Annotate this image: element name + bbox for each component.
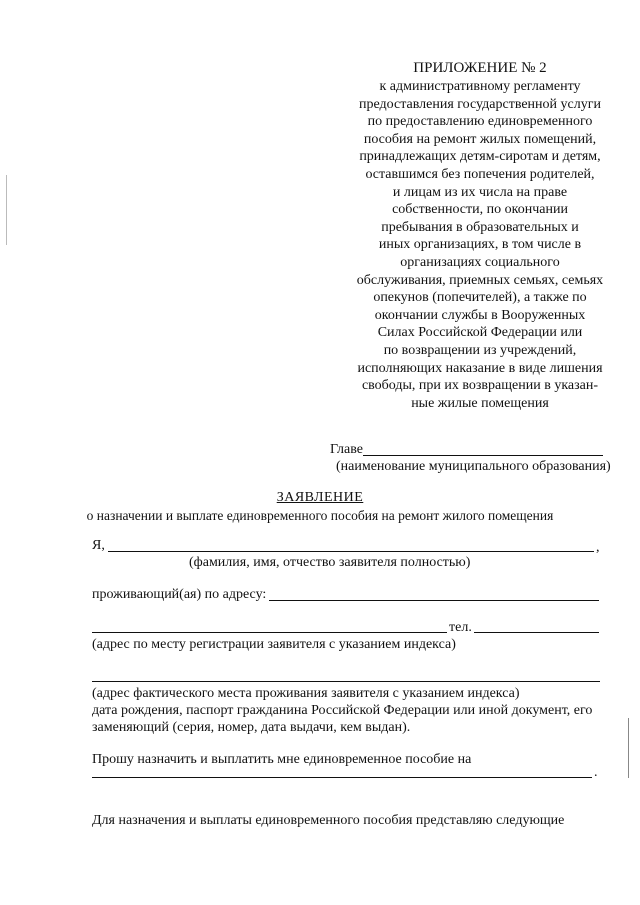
applicant-i-label: Я, (92, 538, 105, 553)
request-end: . (594, 765, 598, 780)
birth-passport-line-1: дата рождения, паспорт гражданина Российской Федерации или иной документ, его (92, 703, 593, 718)
addressee-label: Главе (330, 442, 363, 457)
appendix-line: и лицам из их числа на праве (392, 184, 568, 200)
appendix-line: окончании службы в Вооруженных (374, 307, 586, 323)
appendix-line: по возвращении из учреждений, (383, 342, 577, 358)
appendix-block (330, 58, 630, 412)
statement-subtitle: о назначении и выплате единовременного пособия на ремонт жилого помещения (86, 508, 554, 523)
appendix-line: исполняющих наказание в виде лишения (357, 360, 603, 376)
appendix-line: к административному регламенту (379, 79, 581, 94)
appendix-line: обслуживания, приемных семьях, семьях (356, 272, 604, 288)
actual-address-field[interactable] (92, 681, 600, 682)
birth-passport-line-2: заменяющий (серия, номер, дата выдачи, кем выдан). (92, 720, 411, 735)
scan-edge-mark-right (628, 718, 629, 778)
appendix-line: свободы, при их возвращении в указан- (361, 378, 599, 394)
registration-address-field[interactable] (92, 632, 447, 633)
appendix-line: Силах Российской Федерации или (377, 325, 583, 341)
appendix-line: собственности, по окончании (392, 202, 568, 218)
appendix-line: принадлежащих детям-сиротам и детям, (359, 149, 601, 165)
appendix-line: оставшимся без попечения родителей, (365, 166, 595, 182)
actual-address-caption: (адрес фактического места проживания заявителя с указанием индекса) (92, 686, 520, 701)
addressee-caption: (наименование муниципального образования) (336, 459, 611, 474)
appendix-line: по предоставлению единовременного (367, 114, 593, 130)
phone-label: тел. (449, 620, 472, 635)
registration-address-caption: (адрес по месту регистрации заявителя с указанием индекса) (92, 637, 456, 652)
appendix-line: ные жилые помещения (411, 395, 549, 411)
appendix-title: ПРИЛОЖЕНИЕ № 2 (413, 60, 547, 76)
phone-field[interactable] (474, 632, 599, 633)
residing-label: проживающий(ая) по адресу: (92, 587, 267, 602)
appendix-line: иных организациях, в том числе в (378, 237, 582, 253)
appendix-line: организациях социального (400, 254, 560, 270)
addressee-name-field[interactable] (363, 455, 603, 456)
applicant-name-field[interactable] (108, 551, 594, 552)
applicant-name-caption: (фамилия, имя, отчество заявителя полностью) (189, 555, 471, 570)
appendix-line: предоставления государственной услуги (359, 96, 601, 112)
appendix-line: пребывания в образовательных и (381, 219, 579, 235)
applicant-name-end: , (596, 540, 600, 555)
scan-edge-mark-left (6, 175, 7, 245)
appendix-line: опекунов (попечителей), а также по (373, 290, 587, 306)
statement-title: ЗАЯВЛЕНИЕ (276, 490, 364, 505)
documents-line: Для назначения и выплаты единовременного пособия представляю следующие (92, 813, 565, 828)
appendix-line: пособия на ремонт жилых помещений, (363, 131, 597, 147)
residing-address-field[interactable] (269, 600, 599, 601)
request-label: Прошу назначить и выплатить мне единовременное пособие на (92, 752, 472, 767)
request-purpose-field[interactable] (92, 777, 592, 778)
appendix-text (330, 78, 630, 412)
